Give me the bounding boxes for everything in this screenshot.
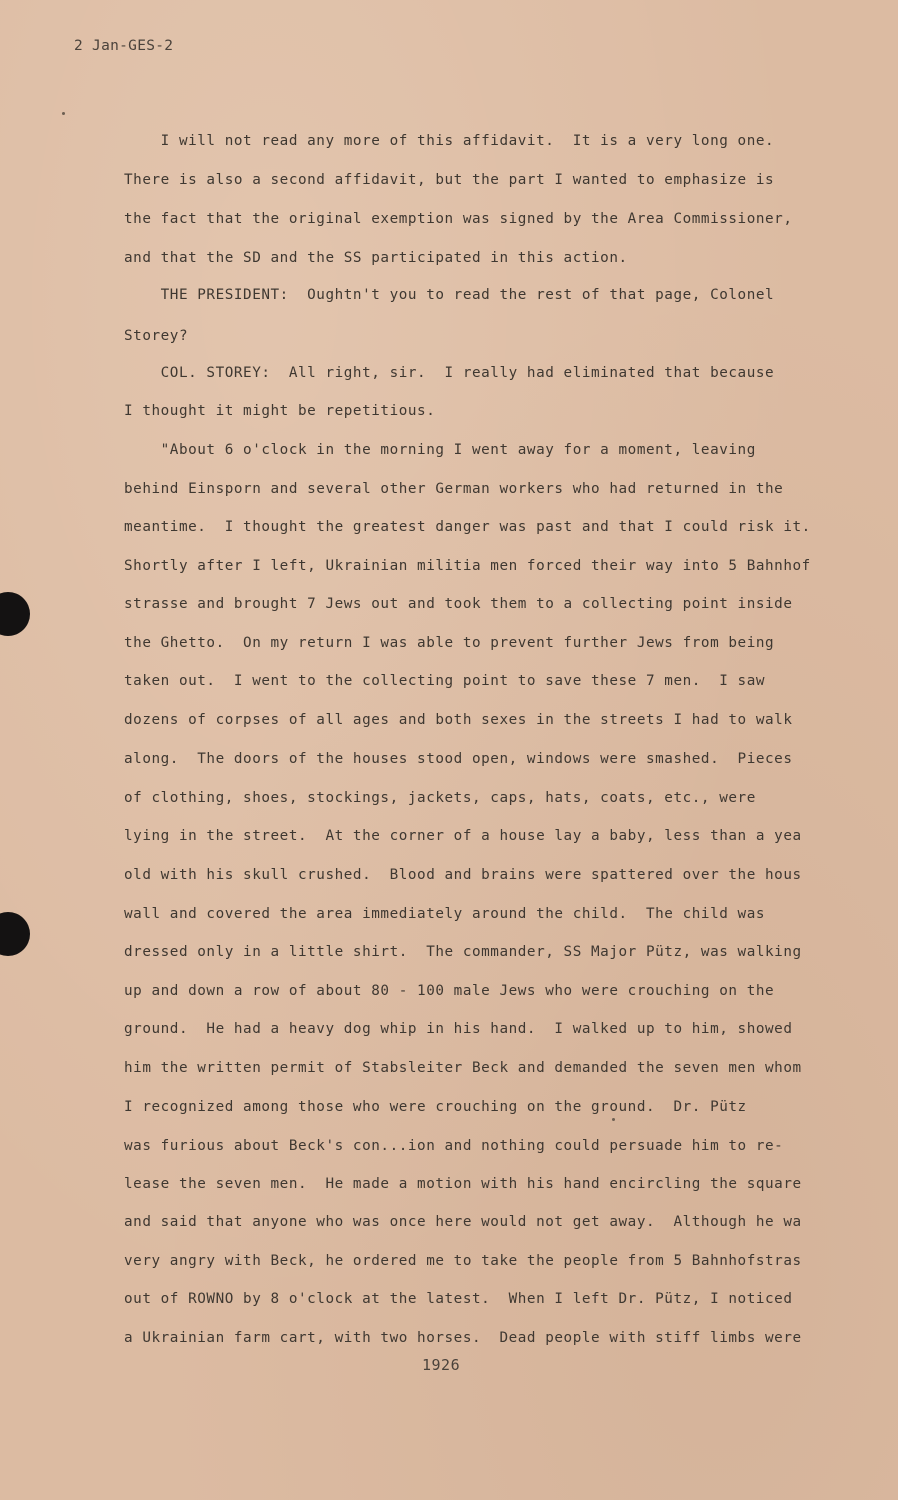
text-line: "About 6 o'clock in the morning I went away for a moment, leaving (124, 442, 756, 458)
text-line: Storey? (124, 328, 189, 344)
text-line: up and down a row of about 80 - 100 male Jews who were crouching on the (124, 983, 775, 999)
text-line: along. The doors of the houses stood open, windows were smashed. Pieces (124, 751, 793, 767)
text-line: ground. He had a heavy dog whip in his hand. I walked up to him, showed (124, 1021, 793, 1037)
punch-hole (0, 592, 30, 636)
text-line: I recognized among those who were crouching on the ground. Dr. Pütz (124, 1099, 747, 1115)
text-line: I will not read any more of this affidavit. It is a very long one. (124, 133, 775, 149)
text-line: out of ROWNO by 8 o'clock at the latest. When I left Dr. Pütz, I noticed (124, 1291, 793, 1307)
text-line: was furious about Beck's con...ion and nothing could persuade him to re- (124, 1138, 784, 1154)
paper-speck (612, 1118, 615, 1121)
text-line: a Ukrainian farm cart, with two horses. Dead people with stiff limbs were (124, 1330, 802, 1346)
text-line: There is also a second affidavit, but the part I wanted to emphasize is (124, 172, 775, 188)
text-line: very angry with Beck, he ordered me to take the people from 5 Bahnhofstras (124, 1253, 802, 1269)
page-number: 1926 (422, 1356, 461, 1374)
text-line: THE PRESIDENT: Oughtn't you to read the rest of that page, Colonel (124, 287, 775, 303)
text-line: him the written permit of Stabsleiter Beck and demanded the seven men whom (124, 1060, 802, 1076)
text-line: old with his skull crushed. Blood and brains were spattered over the hous (124, 867, 802, 883)
text-line: lease the seven men. He made a motion with his hand encircling the square (124, 1176, 802, 1192)
text-line: and said that anyone who was once here would not get away. Although he wa (124, 1214, 802, 1230)
text-line: I thought it might be repetitious. (124, 403, 436, 419)
text-line: strasse and brought 7 Jews out and took them to a collecting point inside (124, 596, 793, 612)
text-line: behind Einsporn and several other German workers who had returned in the (124, 481, 784, 497)
text-line: COL. STOREY: All right, sir. I really had eliminated that because (124, 365, 775, 381)
text-line: wall and covered the area immediately around the child. The child was (124, 906, 766, 922)
text-line: the Ghetto. On my return I was able to prevent further Jews from being (124, 635, 775, 651)
text-line: and that the SD and the SS participated in this action. (124, 250, 628, 266)
text-line: meantime. I thought the greatest danger was past and that I could risk it. (124, 519, 811, 535)
text-line: dozens of corpses of all ages and both sexes in the streets I had to walk (124, 712, 793, 728)
text-line: lying in the street. At the corner of a house lay a baby, less than a yea (124, 828, 802, 844)
text-line: dressed only in a little shirt. The commander, SS Major Pütz, was walking (124, 944, 802, 960)
paper-speck (62, 112, 65, 115)
text-line: of clothing, shoes, stockings, jackets, caps, hats, coats, etc., were (124, 790, 756, 806)
text-line: taken out. I went to the collecting point to save these 7 men. I saw (124, 673, 766, 689)
text-line: the fact that the original exemption was signed by the Area Commissioner, (124, 211, 793, 227)
text-line: Shortly after I left, Ukrainian militia men forced their way into 5 Bahnhof (124, 558, 811, 574)
document-reference: 2 Jan-GES-2 (74, 38, 174, 54)
punch-hole (0, 912, 30, 956)
